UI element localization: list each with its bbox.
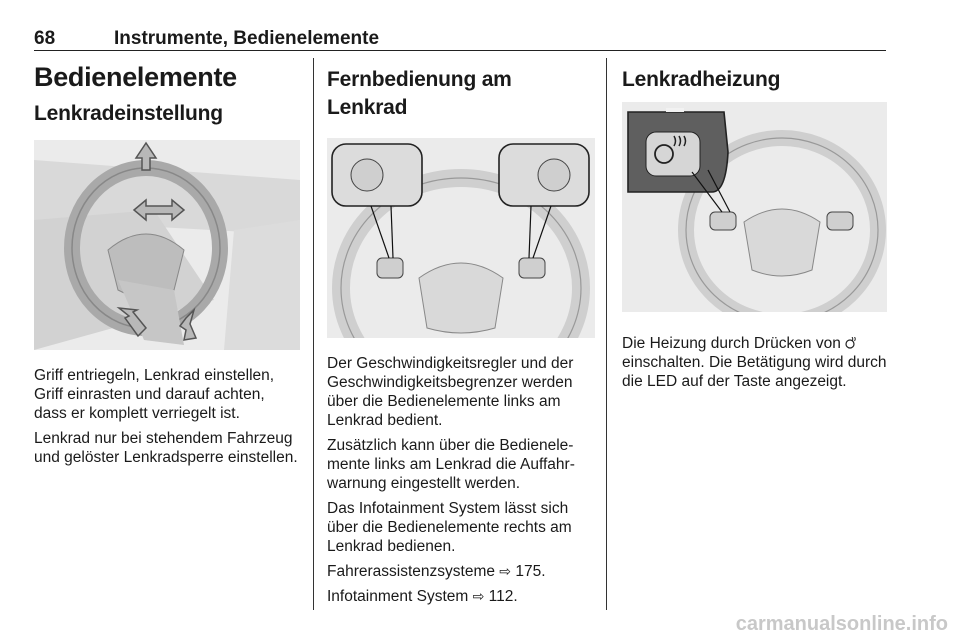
heated-steering-wheel-icon xyxy=(845,337,856,349)
paragraph: Der Geschwindigkeitsregler und der Geschwindigkeitsbegrenzer werden über die Bedienelemente links am Lenkrad bedient. xyxy=(327,355,574,429)
column-steering-heating xyxy=(622,60,887,391)
paragraph xyxy=(622,334,887,391)
section-title: Bedienelemente xyxy=(34,62,237,92)
section-title: Fernbedienung am Lenkrad xyxy=(327,68,512,119)
page-number: 68 xyxy=(34,28,56,49)
steering-heating-figure xyxy=(622,102,887,312)
cross-reference-arrow-icon: ⇨ xyxy=(472,588,485,604)
column-remote-control xyxy=(327,60,595,606)
paragraph-text: einschalten. Die Betätigung wird durch die LED auf der Taste angezeigt. xyxy=(622,354,887,390)
section-title: Lenkradheizung xyxy=(622,68,781,91)
paragraph: Griff entriegeln, Lenkrad einstellen, Griff einrasten und darauf achten, dass er komplett verriegelt ist. xyxy=(34,367,275,422)
cross-reference[interactable] xyxy=(327,587,595,606)
column-divider xyxy=(606,58,607,610)
cross-reference-text: Fahrerassistenzsysteme xyxy=(327,563,495,580)
column-divider xyxy=(313,58,314,610)
subsection-title: Lenkradeinstellung xyxy=(34,102,223,125)
cross-reference-page: 175. xyxy=(515,563,546,580)
column-steering-adjustment xyxy=(34,60,300,467)
page-header xyxy=(34,28,886,51)
paragraph-text: Die Heizung durch Drücken von xyxy=(622,335,841,352)
cross-reference-page: 112. xyxy=(488,588,518,605)
watermark: carmanualsonline.info xyxy=(735,613,948,635)
page-header-title: Instrumente, Bedienelemente xyxy=(114,28,380,49)
cross-reference-text: Infotainment System xyxy=(327,588,469,605)
steering-remote-figure xyxy=(327,138,595,338)
steering-adjustment-figure xyxy=(34,140,300,350)
paragraph: Lenkrad nur bei stehendem Fahrzeug und gelöster Lenkradsperre einstellen. xyxy=(34,430,298,466)
paragraph: Das Infotainment System lässt sich über die Bedienelemente rechts am Lenkrad bedienen. xyxy=(327,500,572,555)
cross-reference[interactable] xyxy=(327,562,595,581)
paragraph: Zusätzlich kann über die Bedienelemente links am Lenkrad die Auffahrwarnung eingestellt werden. xyxy=(327,437,575,492)
cross-reference-arrow-icon: ⇨ xyxy=(499,563,512,579)
